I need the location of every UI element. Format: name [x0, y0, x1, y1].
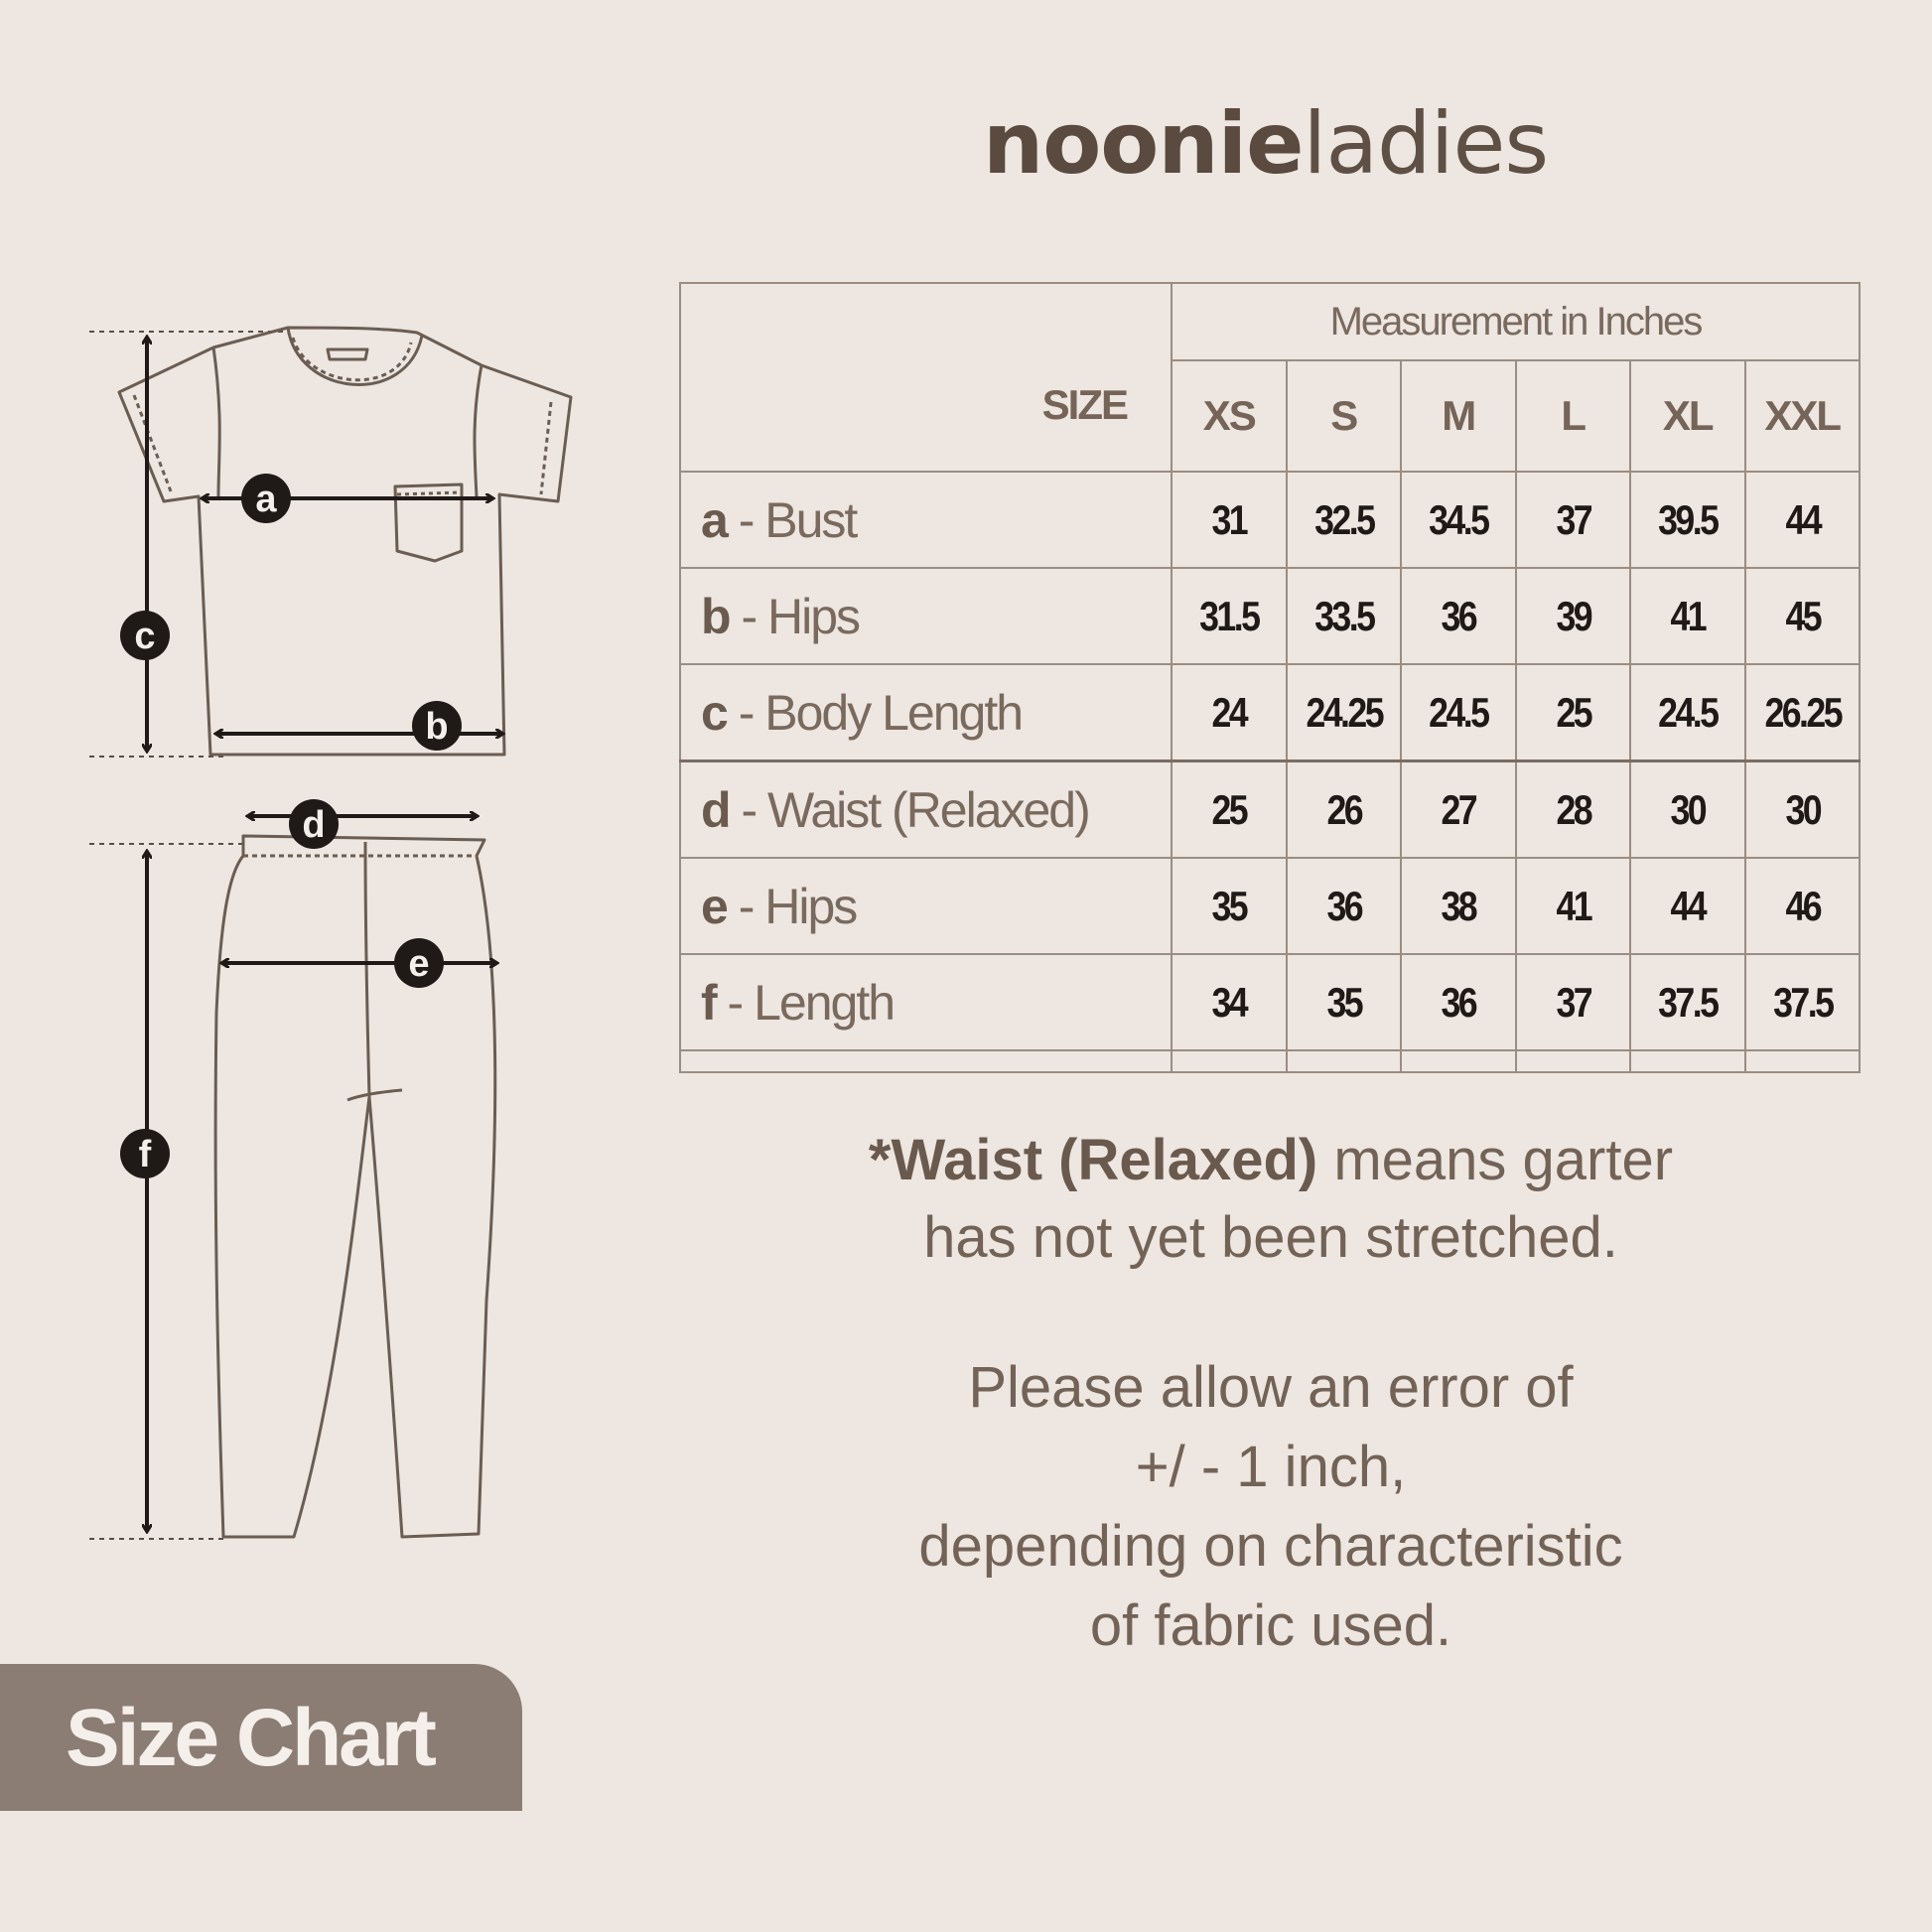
table-cell: 37 — [1524, 472, 1621, 568]
table-cell: 45 — [1753, 568, 1851, 664]
error-note-line3: depending on characteristic — [918, 1514, 1623, 1579]
table-cell: 37.5 — [1639, 954, 1736, 1050]
table-cell: 30 — [1753, 761, 1851, 859]
table-cell: 37 — [1524, 954, 1621, 1050]
table-row-filler — [680, 1050, 1860, 1072]
table-row-body-length — [680, 664, 1860, 761]
svg-text:a: a — [255, 479, 277, 520]
size-label: SIZE — [1041, 381, 1127, 428]
size-xs: XS — [1172, 360, 1287, 472]
tshirt-outline — [119, 328, 571, 755]
table-row-hips-bottom — [680, 858, 1860, 954]
waist-note-line2: has not yet been stretched. — [923, 1205, 1618, 1270]
table-row-waist — [680, 761, 1860, 859]
marker-a — [241, 474, 291, 523]
table-cell: 24.25 — [1295, 664, 1392, 761]
size-table — [679, 282, 1861, 1073]
garment-diagram — [0, 0, 596, 1588]
table-cell: 26.25 — [1753, 664, 1851, 761]
table-cell: 44 — [1753, 472, 1851, 568]
row-label: b - Hips — [680, 568, 1172, 664]
table-cell: 46 — [1753, 858, 1851, 954]
table-cell: 24 — [1180, 664, 1278, 761]
marker-e — [394, 938, 444, 988]
row-label: e - Hips — [680, 858, 1172, 954]
size-s: S — [1287, 360, 1402, 472]
error-note — [735, 1348, 1807, 1666]
table-cell: 34 — [1180, 954, 1278, 1050]
svg-text:f: f — [138, 1134, 152, 1175]
table-cell: 32.5 — [1295, 472, 1392, 568]
size-xxl: XXL — [1745, 360, 1861, 472]
table-cell: 28 — [1524, 761, 1621, 859]
svg-text:b: b — [425, 706, 449, 748]
size-m: M — [1401, 360, 1516, 472]
error-note-line4: of fabric used. — [1089, 1593, 1452, 1658]
error-note-line1: Please allow an error of — [968, 1355, 1574, 1420]
table-cell: 36 — [1295, 858, 1392, 954]
brand-part-2: ladies — [1303, 94, 1549, 194]
table-cell: 36 — [1410, 568, 1507, 664]
row-label: d - Waist (Relaxed) — [680, 761, 1172, 859]
table-cell: 34.5 — [1410, 472, 1507, 568]
measurement-header: Measurement in Inches — [1172, 283, 1860, 360]
waist-note — [735, 1122, 1807, 1277]
size-header-cell — [680, 283, 1172, 472]
table-cell: 24.5 — [1639, 664, 1736, 761]
table-cell: 39 — [1524, 568, 1621, 664]
table-cell: 25 — [1180, 761, 1278, 859]
table-cell: 44 — [1639, 858, 1736, 954]
waist-note-rest: means garter — [1317, 1128, 1674, 1192]
size-chart-label: Size Chart — [66, 1693, 434, 1783]
marker-d — [289, 799, 339, 849]
table-row-bust — [680, 472, 1860, 568]
waist-note-bold: *Waist (Relaxed) — [868, 1128, 1318, 1192]
error-note-line2: +/ - 1 inch, — [1135, 1435, 1407, 1499]
marker-b — [412, 701, 462, 751]
table-cell: 35 — [1295, 954, 1392, 1050]
svg-text:d: d — [302, 804, 326, 846]
brand-part-1: noonie — [983, 94, 1304, 194]
size-chart-badge — [0, 1664, 522, 1811]
row-label: a - Bust — [680, 472, 1172, 568]
table-row-length — [680, 954, 1860, 1050]
row-label: c - Body Length — [680, 664, 1172, 761]
table-cell: 31 — [1180, 472, 1278, 568]
table-cell: 36 — [1410, 954, 1507, 1050]
table-cell: 31.5 — [1180, 568, 1278, 664]
table-cell: 24.5 — [1410, 664, 1507, 761]
table-cell: 25 — [1524, 664, 1621, 761]
table-cell: 39.5 — [1639, 472, 1736, 568]
table-cell: 27 — [1410, 761, 1507, 859]
table-cell: 41 — [1524, 858, 1621, 954]
table-cell: 33.5 — [1295, 568, 1392, 664]
table-cell: 41 — [1639, 568, 1736, 664]
table-cell: 38 — [1410, 858, 1507, 954]
svg-text:c: c — [134, 616, 156, 657]
table-row-hips-top — [680, 568, 1860, 664]
table-cell: 37.5 — [1753, 954, 1851, 1050]
marker-c — [120, 611, 170, 660]
table-cell: 35 — [1180, 858, 1278, 954]
size-xl: XL — [1630, 360, 1745, 472]
row-label: f - Length — [680, 954, 1172, 1050]
table-cell: 26 — [1295, 761, 1392, 859]
marker-f — [120, 1129, 170, 1178]
pants-outline — [215, 836, 495, 1537]
size-l: L — [1516, 360, 1631, 472]
svg-text:e: e — [408, 943, 430, 985]
brand-logo — [983, 94, 1548, 194]
table-cell: 30 — [1639, 761, 1736, 859]
